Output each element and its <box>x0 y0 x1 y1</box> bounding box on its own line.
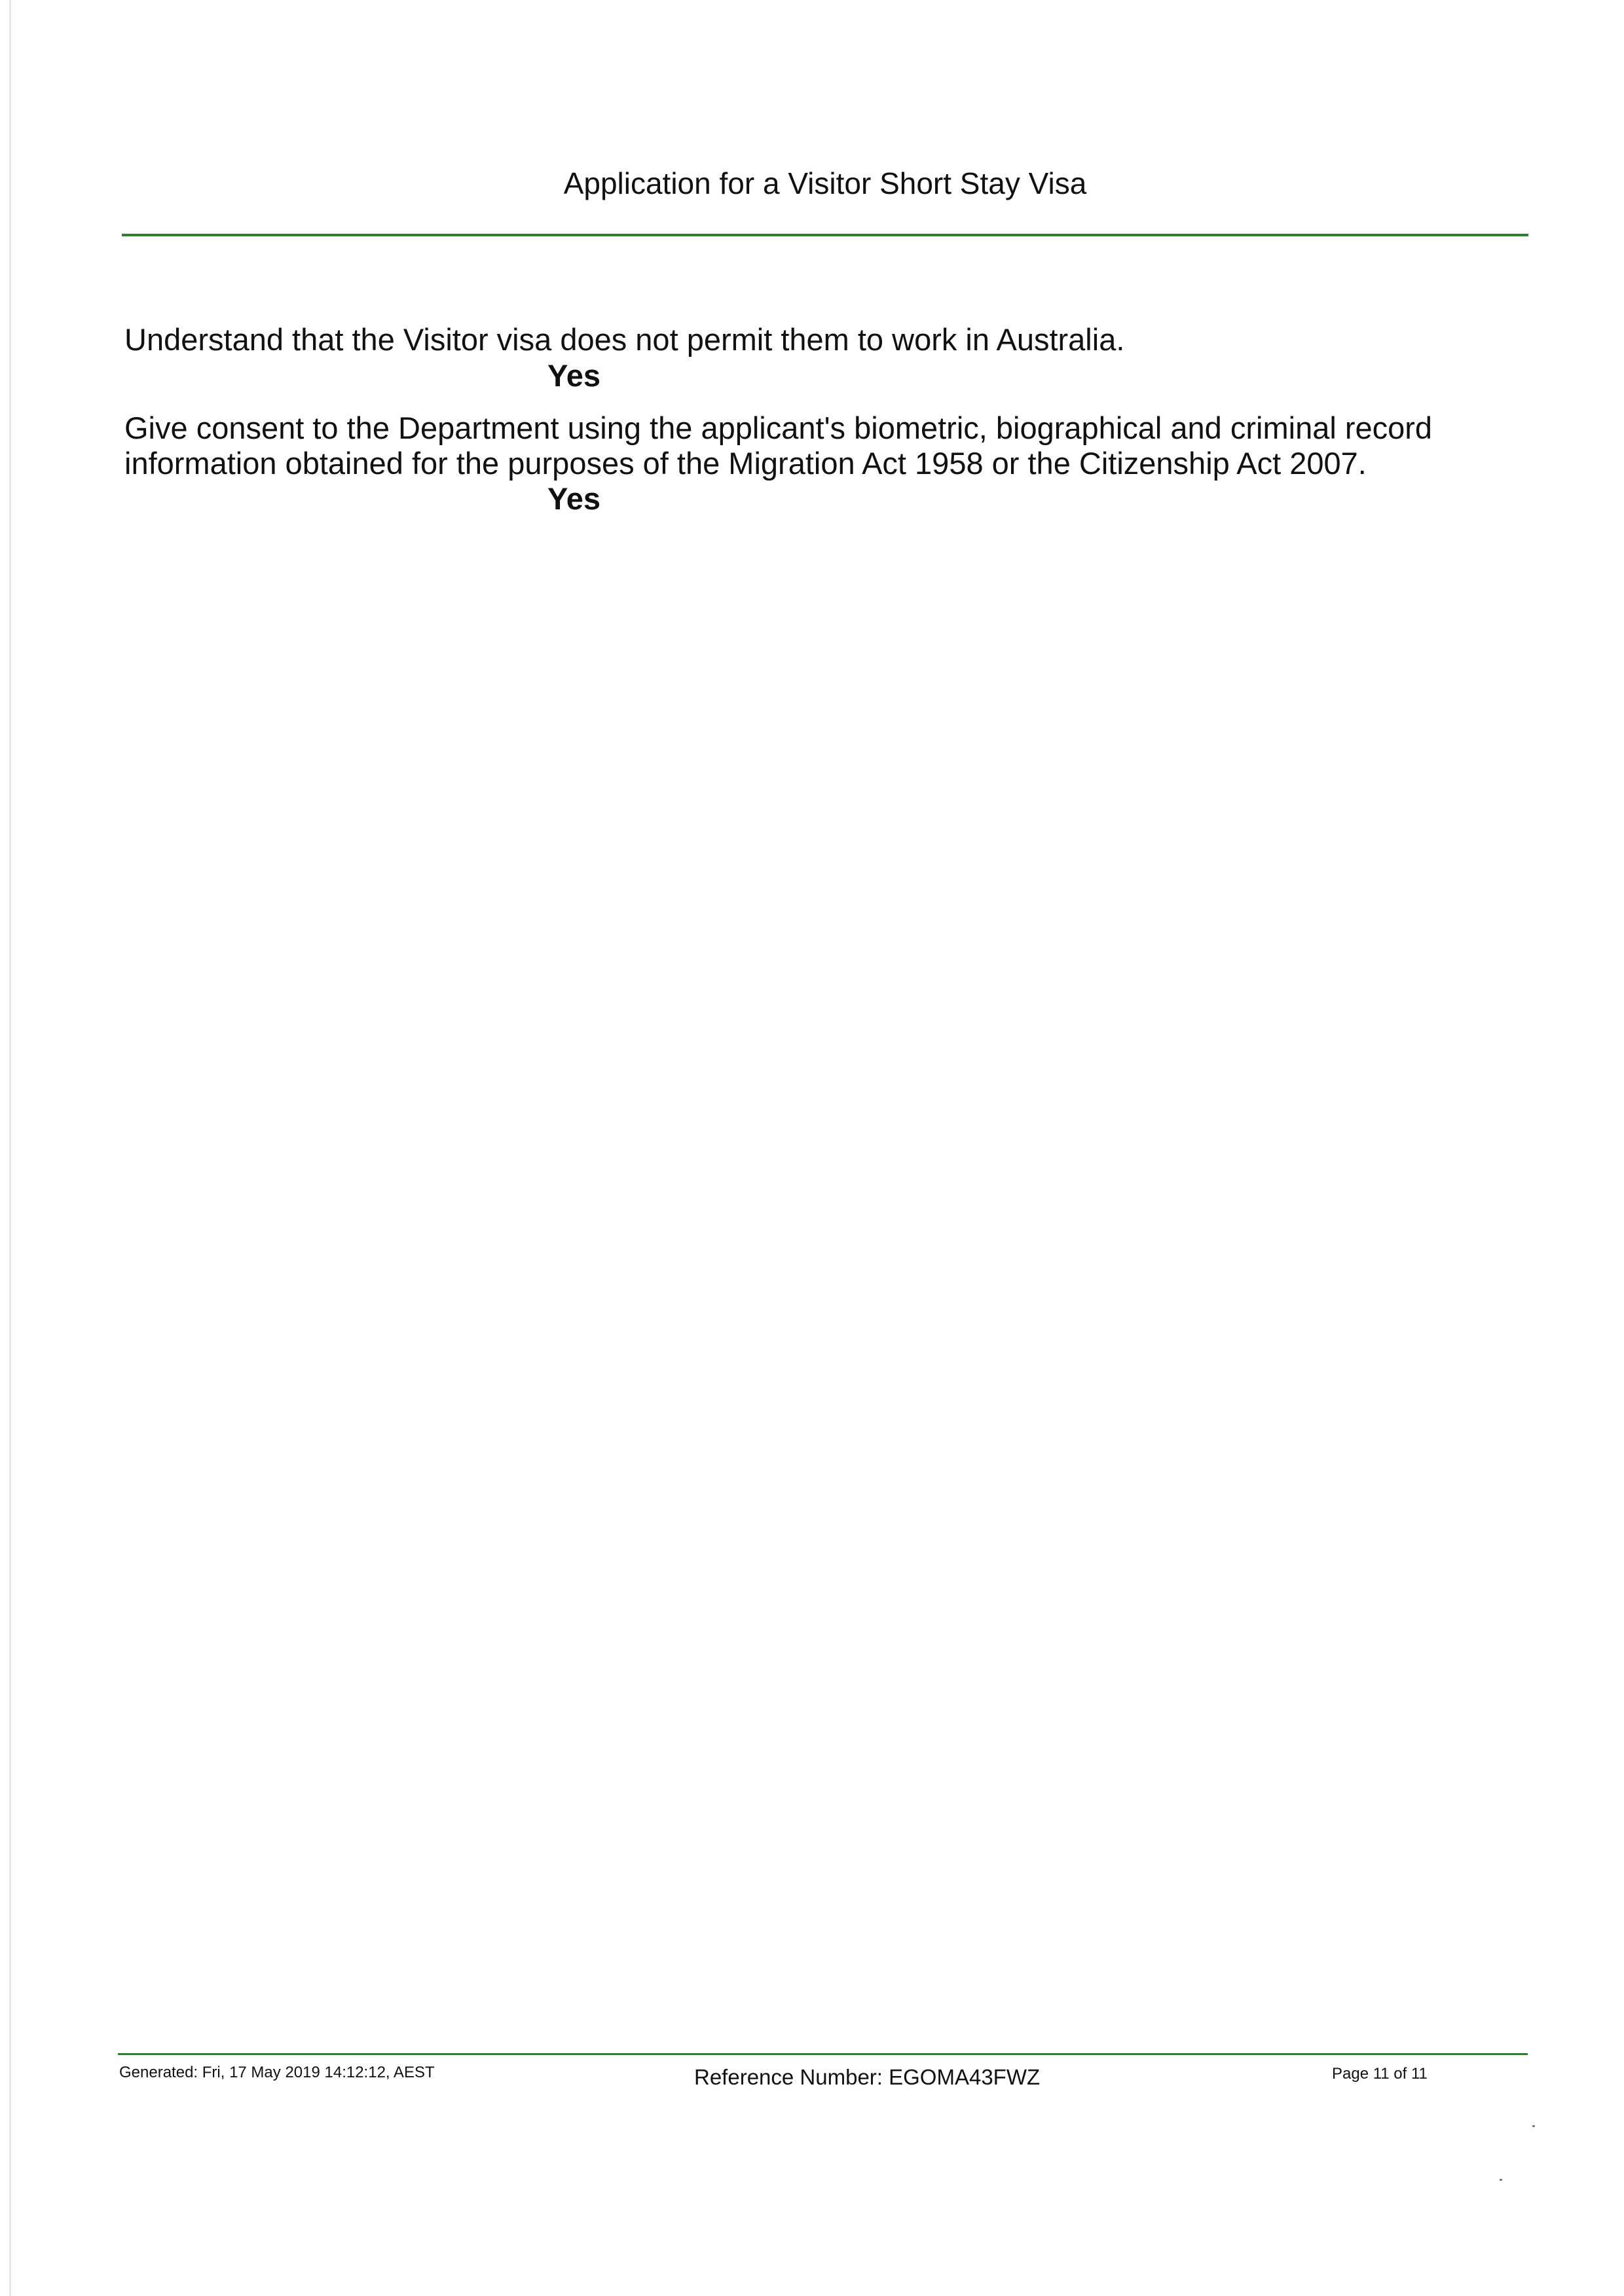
answer-work-permission: Yes <box>547 358 601 393</box>
document-title: Application for a Visitor Short Stay Visa <box>563 166 1087 200</box>
scan-speck <box>1500 2179 1502 2181</box>
page-number: Page 11 of 11 <box>1332 2065 1428 2083</box>
question-biometric-consent: Give consent to the Department using the applicant's biometric, biographical and criminal record information obtained for the purposes of the Migration Act 1958 or the Citizenship Act 2007. <box>124 410 1433 481</box>
scan-edge-shadow <box>9 0 11 2296</box>
generated-timestamp: Generated: Fri, 17 May 2019 14:12:12, AEST <box>119 2064 435 2081</box>
footer-divider <box>118 2053 1528 2055</box>
scan-speck <box>1532 2125 1535 2127</box>
reference-number: Reference Number: EGOMA43FWZ <box>694 2065 1041 2089</box>
answer-biometric-consent: Yes <box>547 481 601 516</box>
header-divider <box>122 234 1528 236</box>
question-work-permission: Understand that the Visitor visa does not permit them to work in Australia. <box>124 322 1125 357</box>
